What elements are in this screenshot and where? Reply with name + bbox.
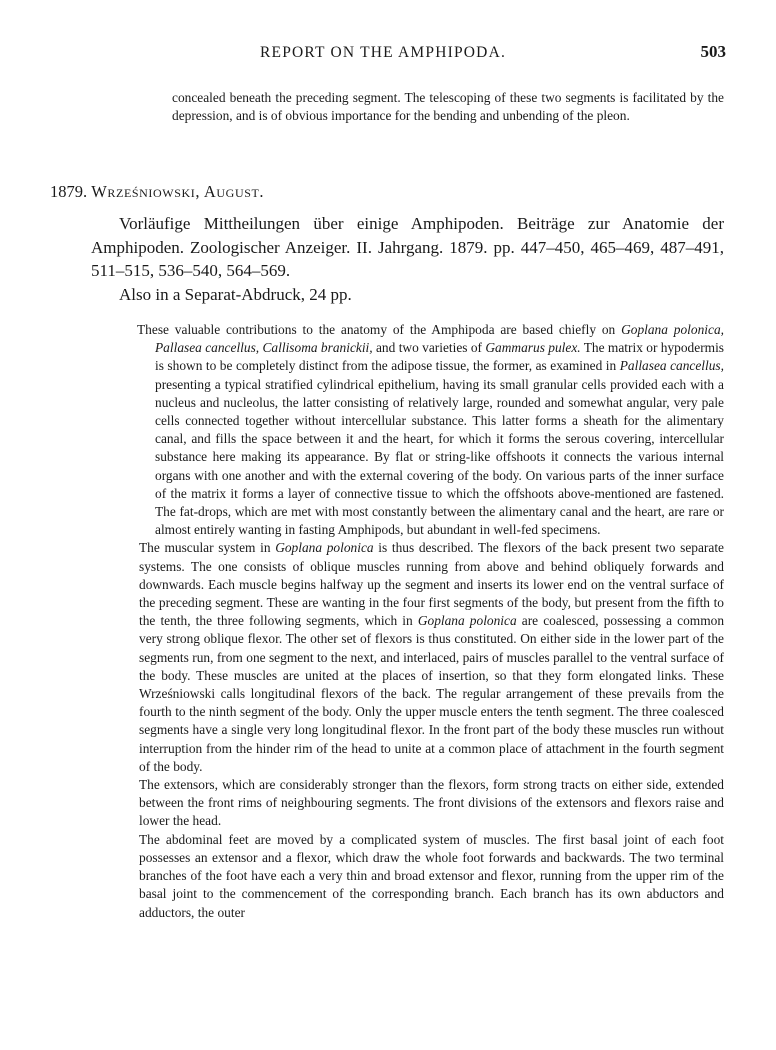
- abstract-paragraph-abdominal-feet: The abdominal feet are moved by a complicated system of muscles. The first basal joint of each foot possesses an extensor and a flexor, which draw the whole foot forwards and backwards. The two terminal branches of the foot have each a very thin and broad extensor and flexor, running from the upper rim of the basal joint to the commencement of the corresponding branch. Each branch has its own abductors and adductors, the outer: [139, 831, 724, 920]
- abstract-paragraph-muscular-system: The muscular system in Goplana polonica is thus described. The flexors of the back present two separate systems. The one consists of oblique muscles running from above and behind obliquely forwards and downwards. Each muscle begins halfway up the segment and inserts its lower end on the ventral surface of the preceding segment. These are wanting in the four first segments of the body, but present from the fifth to the tenth, the three following segments, which in Goplana polonica are coalesced, possessing a common very strong oblique flexor. The other set of flexors is thus constituted. On either side in the lower part of the segments run, from one segment to the next, and interlaced, pairs of muscles parallel to the ventral surface of the body. These muscles are united at the places of insertion, so that they form elongated links. These Wrześniowski calls longitudinal flexors of the back. The regular arrangement of these prevails from the fourth to the ninth segment of the body. Only the upper muscle enters the tenth segment. The three coalesced segments have a single very long longitudinal flexor. In the front part of the body these muscles run without interruption from the hinder rim of the head to unite at a common place of attachment in the fourth segment of the body.: [139, 540, 725, 774]
- running-title: REPORT ON THE AMPHIPODA.: [260, 44, 507, 61]
- reference-citation: Vorläufige Mittheilungen über einige Amphipoden. Beiträge zur Anatomie der Amphipoden. Zoologischer Anzeiger. II. Jahrgang. 1879. pp. 447–450, 465–469, 487–491, 511–515, 536–540, 564–569.: [91, 214, 724, 280]
- abstract-paragraph-anatomy: These valuable contributions to the anatomy of the Amphipoda are based chiefly on Goplana polonica, Pallasea cancellus, Callisoma branickii, and two varieties of Gammarus pulex. The matrix or hypodermis is shown to be completely distinct from the adipose tissue, the former, as examined in Pallasea cancellus, presenting a typical stratified cylindrical epithelium, having its small granular cells provided each with a nucleus and nucleolus, the latter consisting of relatively large, rounded and somewhat angular, very pale cells connected together without intercellular substance. This latter forms a sheath for the alimentary canal, and fills the space between it and the heart, for which it forms the serous covering, intercellular substance here making its appearance. By flat or string-like offshoots it connects the various internal organs with one another and with the external covering of the body. On various parts of the inner surface of the matrix it forms a layer of connective tissue to which the offshoots above-mentioned are fastened. The fat-drops, which are met with most constantly between the alimentary canal and the heart, are rare or almost entirely wanting in fasting Amphipods, but abundant in well-fed specimens.: [137, 322, 724, 538]
- entry-author: Wrześniowski, August.: [91, 182, 265, 201]
- entry-year: 1879.: [50, 182, 88, 201]
- running-head: [0, 44, 776, 68]
- abstract-text: [137, 321, 725, 922]
- abstract-paragraph-extensors: The extensors, which are considerably stronger than the flexors, form strong tracts on either side, extended between the front rims of neighbouring segments. The front divisions of the extensors and flexors raise and lower the head.: [139, 777, 724, 829]
- bibliographic-reference: [91, 212, 724, 306]
- page-number: 503: [700, 42, 726, 61]
- continuation-paragraph: [172, 89, 724, 125]
- paragraph-text: concealed beneath the preceding segment. The telescoping of these two segments is facilitated by the depression, and is of obvious importance for the bending and unbending of the pleon.: [172, 90, 724, 124]
- reference-separate-print: Also in a Separat-Abdruck, 24 pp.: [119, 284, 352, 304]
- bibliography-entry-heading: [50, 182, 264, 202]
